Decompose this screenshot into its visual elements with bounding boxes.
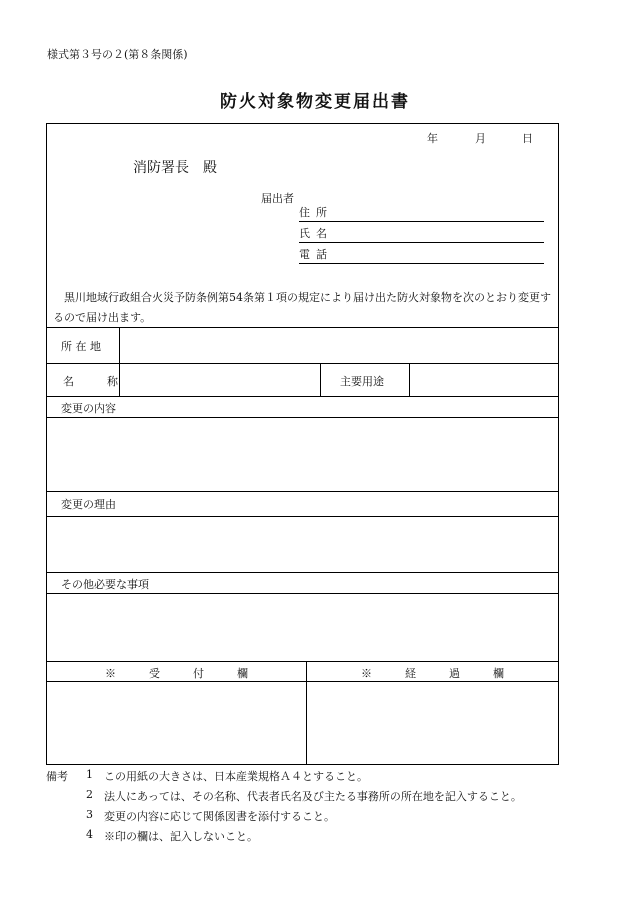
page-title: 防火対象物変更届出書	[220, 92, 410, 112]
phone-label: 電話	[299, 248, 333, 261]
other-items-input[interactable]	[47, 594, 558, 661]
date-day-label: 日	[522, 132, 533, 145]
notes	[46, 768, 586, 848]
other-items-label: その他必要な事項	[61, 578, 149, 591]
main-use-input[interactable]	[410, 364, 558, 396]
divider	[47, 661, 558, 662]
form-table	[46, 123, 559, 765]
date-year-label: 年	[427, 132, 438, 145]
reception-column-label: ※ 受 付 欄	[105, 667, 248, 680]
phone-field[interactable]	[299, 248, 544, 264]
note-number: 3	[86, 808, 93, 821]
location-input[interactable]	[120, 328, 558, 363]
form-reference: 様式第３号の２(第８条関係)	[47, 48, 188, 61]
date-month-label: 月	[475, 132, 486, 145]
progress-column-label: ※ 経 過 欄	[361, 667, 504, 680]
change-reason-input[interactable]	[47, 517, 558, 572]
note-item	[46, 768, 586, 788]
divider	[47, 491, 558, 492]
location-label: 所 在 地	[61, 340, 101, 353]
name-label: 氏名	[299, 227, 333, 240]
facility-name-input[interactable]	[120, 364, 320, 396]
note-item	[46, 808, 586, 828]
note-item	[46, 788, 586, 808]
divider	[47, 681, 558, 682]
address-field[interactable]	[299, 206, 544, 222]
note-item	[46, 828, 586, 848]
main-use-label: 主要用途	[340, 375, 384, 388]
notes-lead: 備考	[46, 770, 68, 783]
note-number: 1	[86, 768, 93, 781]
note-text: 法人にあっては、その名称、代表者氏名及び主たる事務所の所在地を記入すること。	[104, 790, 522, 803]
divider	[320, 363, 321, 396]
facility-name-label: 名 称	[63, 375, 118, 388]
divider	[47, 572, 558, 573]
statement-text: 黒川地域行政組合火災予防条例第54条第１項の規定により届け出た防火対象物を次のとおり変更するので届け出ます。	[53, 291, 551, 324]
name-field[interactable]	[299, 227, 544, 243]
note-text: 変更の内容に応じて関係図書を添付すること。	[104, 810, 335, 823]
note-text: この用紙の大きさは、日本産業規格Ａ４とすること。	[104, 770, 368, 783]
addressee: 消防署長 殿	[133, 160, 217, 176]
change-content-input[interactable]	[47, 418, 558, 491]
divider	[47, 396, 558, 397]
change-content-label: 変更の内容	[61, 402, 116, 415]
change-reason-label: 変更の理由	[61, 498, 116, 511]
note-number: 2	[86, 788, 93, 801]
note-number: 4	[86, 828, 93, 841]
address-label: 住所	[299, 206, 333, 219]
applicant-label: 届出者	[261, 192, 294, 205]
note-text: ※印の欄は、記入しないこと。	[104, 830, 258, 843]
